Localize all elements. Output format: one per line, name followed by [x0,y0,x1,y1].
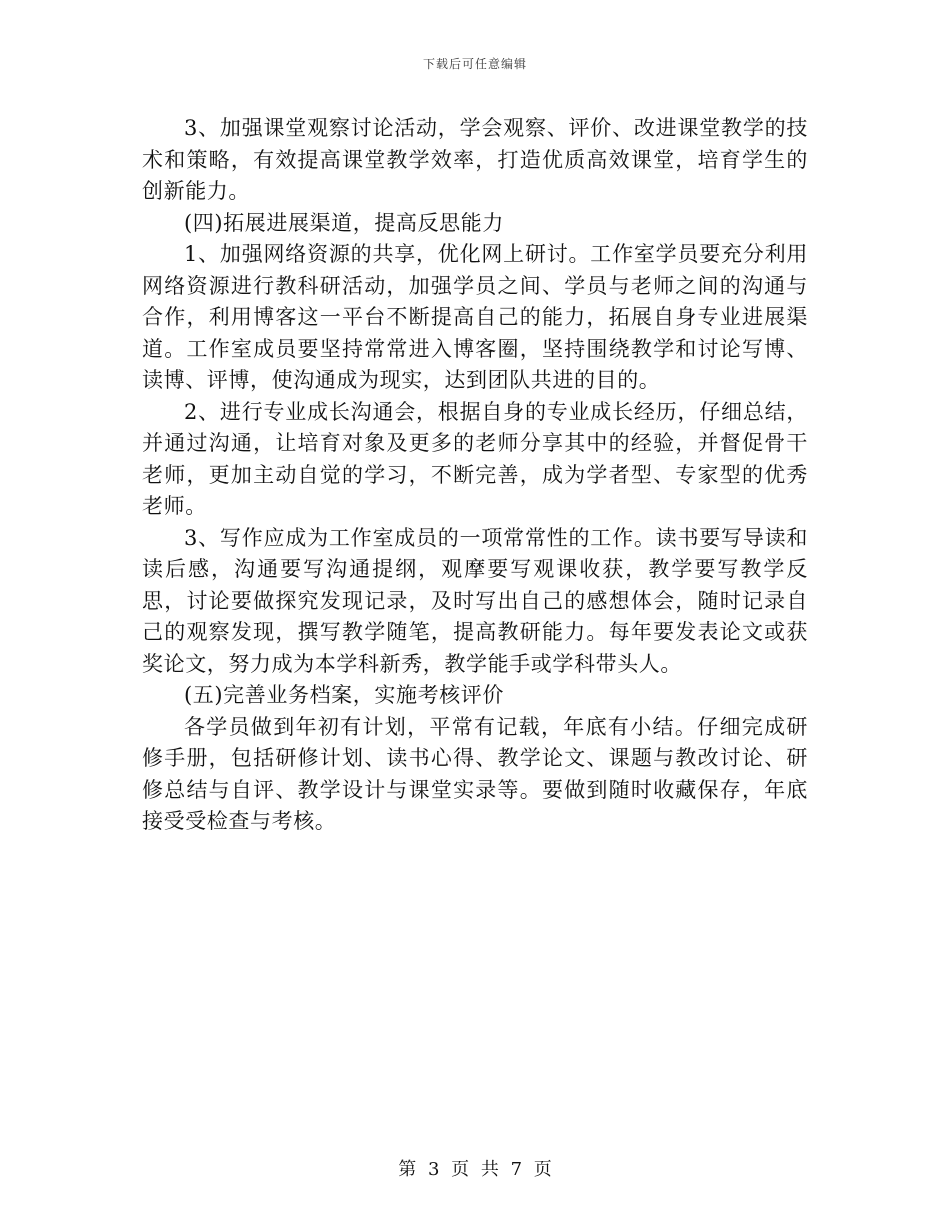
page-header-note: 下载后可任意编辑 [422,57,527,71]
paragraph-item-3-writing: 3、写作应成为工作室成员的一项常常性的工作。读书要写导读和读后感，沟通要写沟通提纲，观摩要写观课收获，教学要写教学反思，讨论要做探究发现记录，及时写出自己的感想体会，随时记录自己的观察发现，撰写教学随笔，提高教研能力。每年要发表论文或获奖论文，努力成为本学科新秀，教学能手或学科带头人。 [142,525,808,676]
paragraph-item-2-growth-meeting: 2、进行专业成长沟通会，根据自身的专业成长经历，仔细总结，并通过沟通，让培育对象及更多的老师分享其中的经验，并督促骨干老师，更加主动自觉的学习，不断完善，成为学者型、专家型的优秀老师。 [142,399,808,518]
paragraph-item-3-classroom-observation: 3、加强课堂观察讨论活动，学会观察、评价、改进课堂教学的技术和策略，有效提高课堂教学效率，打造优质高效课堂，培育学生的创新能力。 [142,116,808,203]
section-heading-four: (四)拓展进展渠道，提高反思能力 [184,210,504,235]
document-body [142,113,808,838]
section-heading-five: (五)完善业务档案，实施考核评价 [184,683,504,707]
page-number-footer: 第 3 页 共 7 页 [398,1159,552,1180]
paragraph-archive-evaluation: 各学员做到年初有计划，平常有记载，年底有小结。仔细完成研修手册，包括研修计划、读书心得、教学论文、课题与教改讨论、研修总结与自评、教学设计与课堂实录等。要做到随时收藏保存，年底接受受检查与考核。 [142,714,808,833]
paragraph-item-1-network-resources: 1、加强网络资源的共享，优化网上研讨。工作室学员要充分利用网络资源进行教科研活动，加强学员之间、学员与老师之间的沟通与合作，利用博客这一平台不断提高自己的能力，拓展自身专业进展渠道。工作室成员要坚持常常进入博客圈，坚持围绕教学和讨论写博、读博、评博，使沟通成为现实，达到团队共进的目的。 [142,242,808,392]
